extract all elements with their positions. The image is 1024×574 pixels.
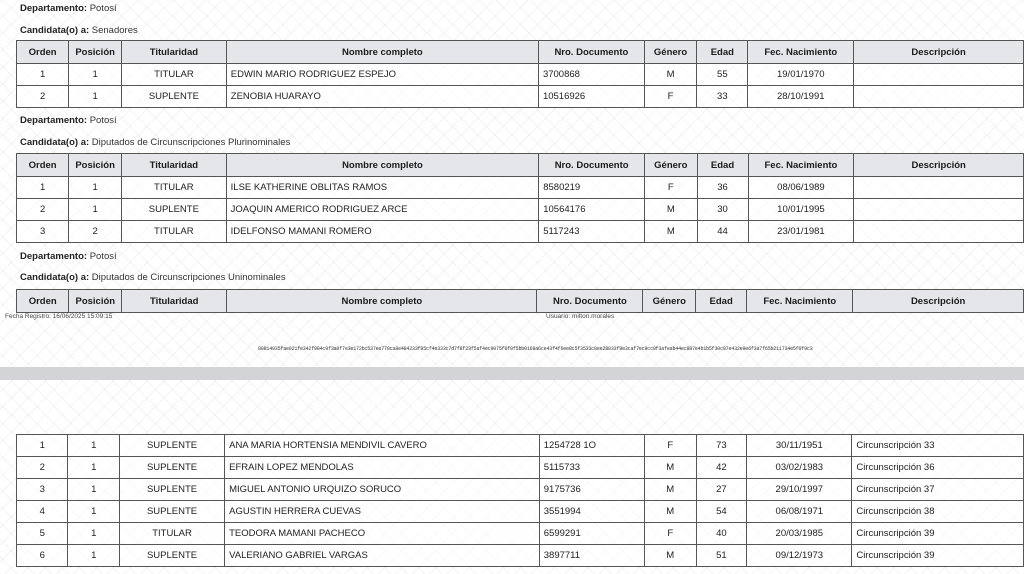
cell-nombre: EDWIN MARIO RODRIGUEZ ESPEJO <box>226 64 538 86</box>
cell-genero: F <box>644 435 696 457</box>
cell-nacimiento: 03/02/1983 <box>747 457 852 479</box>
departamento-line <box>20 115 117 126</box>
col-documento: Nro. Documento <box>539 154 645 177</box>
cell-documento: 10516926 <box>538 86 644 108</box>
cell-titularidad: SUPLENTE <box>119 479 224 501</box>
cell-posicion: 1 <box>68 545 119 567</box>
col-genero: Género <box>644 41 696 64</box>
cell-descripcion: Circunscripción 37 <box>852 479 1024 501</box>
col-orden: Orden <box>17 41 69 64</box>
col-documento: Nro. Documento <box>537 290 643 313</box>
cell-documento: 10564176 <box>539 199 645 221</box>
col-titularidad: Titularidad <box>122 290 227 313</box>
cell-genero: M <box>644 501 696 523</box>
cell-orden: 1 <box>17 177 69 199</box>
col-genero: Género <box>645 154 697 177</box>
cell-titularidad: TITULAR <box>119 523 224 545</box>
cell-nacimiento: 10/01/1995 <box>748 199 854 221</box>
candidato-value: Diputados de Circunscripciones Plurinominales <box>91 137 291 148</box>
cell-edad: 44 <box>697 221 748 243</box>
cell-edad: 36 <box>697 177 748 199</box>
cell-documento: 5115733 <box>539 457 644 479</box>
col-documento: Nro. Documento <box>538 41 644 64</box>
cell-nacimiento: 30/11/1951 <box>747 435 852 457</box>
document-page-bottom <box>0 382 1024 574</box>
cell-nacimiento: 29/10/1997 <box>747 479 852 501</box>
cell-edad: 40 <box>696 523 747 545</box>
candidates-table-plurinominales <box>16 153 1024 243</box>
departamento-line <box>20 3 117 14</box>
cell-descripcion: Circunscripción 33 <box>852 435 1024 457</box>
table-header-row <box>17 41 1024 64</box>
cell-titularidad: SUPLENTE <box>119 435 224 457</box>
table-row <box>17 86 1024 108</box>
cell-descripcion: Circunscripción 38 <box>852 501 1024 523</box>
cell-nombre: IDELFONSO MAMANI ROMERO <box>226 221 539 243</box>
table-row <box>17 523 1024 545</box>
verification-hash: 80814935fae021fe342f904c9f3a0f7e3e172bc537ee770ca8e484233f95cf4e333c7d7f8f23f5af4ec9075f0f0f5bb0169a6ce43f4f6ee8c5f3533c8ee28033f9e3caf7ec9cc0f3afeab44ec887e4b1b5f30c97e432e9e6f3a7f65b211734e5f0f9c3 <box>258 346 813 352</box>
cell-titularidad: TITULAR <box>122 221 227 243</box>
cell-edad: 51 <box>696 545 747 567</box>
table-row <box>17 501 1024 523</box>
cell-descripcion: Circunscripción 39 <box>852 545 1024 567</box>
cell-edad: 54 <box>696 501 747 523</box>
col-nacimiento: Fec. Nacimiento <box>748 41 854 64</box>
cell-orden: 2 <box>17 86 69 108</box>
cell-genero: F <box>645 177 697 199</box>
cell-nacimiento: 19/01/1970 <box>748 64 854 86</box>
table-row <box>17 221 1024 243</box>
candidato-label: Candidata(o) a: <box>20 137 90 148</box>
cell-titularidad: TITULAR <box>122 177 227 199</box>
cell-titularidad: SUPLENTE <box>119 501 224 523</box>
cell-orden: 3 <box>17 221 69 243</box>
cell-nombre: MIGUEL ANTONIO URQUIZO SORUCO <box>225 479 540 501</box>
cell-posicion: 1 <box>68 523 119 545</box>
table-header-row <box>17 290 1024 313</box>
cell-orden: 4 <box>17 501 68 523</box>
cell-nacimiento: 06/08/1971 <box>747 501 852 523</box>
col-edad: Edad <box>697 41 748 64</box>
candidato-line <box>20 137 290 148</box>
cell-genero: M <box>645 199 697 221</box>
cell-nacimiento: 23/01/1981 <box>748 221 854 243</box>
candidates-table-uninominales <box>16 289 1024 313</box>
candidato-label: Candidata(o) a: <box>20 272 90 283</box>
cell-orden: 2 <box>17 457 68 479</box>
cell-edad: 55 <box>697 64 748 86</box>
cell-edad: 73 <box>696 435 747 457</box>
cell-edad: 33 <box>697 86 748 108</box>
col-nacimiento: Fec. Nacimiento <box>747 290 853 313</box>
table-row <box>17 479 1024 501</box>
cell-nacimiento: 08/06/1989 <box>748 177 854 199</box>
col-descripcion: Descripción <box>854 154 1024 177</box>
table-row <box>17 64 1024 86</box>
cell-documento: 9175736 <box>539 479 644 501</box>
col-descripcion: Descripción <box>854 41 1024 64</box>
cell-nombre: EFRAIN LOPEZ MENDOLAS <box>225 457 540 479</box>
departamento-label: Departamento: <box>20 3 88 14</box>
cell-edad: 42 <box>696 457 747 479</box>
candidato-label: Candidata(o) a: <box>20 25 90 36</box>
cell-nacimiento: 28/10/1991 <box>748 86 854 108</box>
candidato-line <box>20 272 286 283</box>
cell-orden: 6 <box>17 545 68 567</box>
cell-posicion: 2 <box>69 221 122 243</box>
col-edad: Edad <box>696 290 747 313</box>
cell-genero: M <box>644 457 696 479</box>
cell-genero: M <box>644 545 696 567</box>
page-separator <box>0 367 1024 380</box>
cell-documento: 3551994 <box>539 501 644 523</box>
cell-orden: 3 <box>17 479 68 501</box>
candidates-table-senadores <box>16 40 1024 108</box>
cell-documento: 1254728 1O <box>539 435 644 457</box>
cell-orden: 2 <box>17 199 69 221</box>
cell-nombre: AGUSTIN HERRERA CUEVAS <box>225 501 540 523</box>
cell-descripcion <box>854 199 1024 221</box>
cell-nombre: ANA MARIA HORTENSIA MENDIVIL CAVERO <box>225 435 540 457</box>
col-nombre: Nombre completo <box>226 154 539 177</box>
cell-nombre: ILSE KATHERINE OBLITAS RAMOS <box>226 177 539 199</box>
col-edad: Edad <box>697 154 748 177</box>
col-posicion: Posición <box>69 154 122 177</box>
cell-nacimiento: 09/12/1973 <box>747 545 852 567</box>
cell-genero: F <box>644 86 696 108</box>
cell-orden: 1 <box>17 64 69 86</box>
cell-nombre: ZENOBIA HUARAYO <box>226 86 538 108</box>
candidates-table-uninominales-continued <box>16 434 1024 567</box>
cell-orden: 5 <box>17 523 68 545</box>
col-nacimiento: Fec. Nacimiento <box>748 154 854 177</box>
cell-descripcion: Circunscripción 36 <box>852 457 1024 479</box>
cell-posicion: 1 <box>68 435 119 457</box>
cell-posicion: 1 <box>68 479 119 501</box>
col-posicion: Posición <box>69 290 122 313</box>
candidato-value: Senadores <box>91 25 138 36</box>
candidato-line <box>20 25 138 36</box>
cell-genero: M <box>644 479 696 501</box>
cell-genero: F <box>644 523 696 545</box>
cell-nombre: VALERIANO GABRIEL VARGAS <box>225 545 540 567</box>
cell-posicion: 1 <box>69 64 122 86</box>
departamento-label: Departamento: <box>20 115 88 126</box>
table-header-row <box>17 154 1024 177</box>
cell-edad: 30 <box>697 199 748 221</box>
cell-descripcion <box>854 177 1024 199</box>
col-descripcion: Descripción <box>853 290 1024 313</box>
table-row <box>17 545 1024 567</box>
col-titularidad: Titularidad <box>122 41 227 64</box>
cell-descripcion <box>854 64 1024 86</box>
col-titularidad: Titularidad <box>122 154 227 177</box>
cell-orden: 1 <box>17 435 68 457</box>
cell-genero: M <box>645 221 697 243</box>
cell-posicion: 1 <box>68 501 119 523</box>
cell-documento: 5117243 <box>539 221 645 243</box>
cell-posicion: 1 <box>69 199 122 221</box>
cell-nombre: TEODORA MAMANI PACHECO <box>225 523 540 545</box>
cell-documento: 3700868 <box>538 64 644 86</box>
cell-titularidad: TITULAR <box>122 64 227 86</box>
cell-documento: 8580219 <box>539 177 645 199</box>
table-row <box>17 177 1024 199</box>
table-row <box>17 435 1024 457</box>
departamento-label: Departamento: <box>20 251 88 262</box>
cell-titularidad: SUPLENTE <box>122 199 227 221</box>
cell-posicion: 1 <box>69 177 122 199</box>
table-row <box>17 457 1024 479</box>
table-row <box>17 199 1024 221</box>
candidato-value: Diputados de Circunscripciones Uninominales <box>91 272 286 283</box>
usuario: Usuario: milton.morales <box>546 313 615 320</box>
cell-titularidad: SUPLENTE <box>119 545 224 567</box>
cell-posicion: 1 <box>69 86 122 108</box>
col-nombre: Nombre completo <box>226 41 538 64</box>
cell-descripcion: Circunscripción 39 <box>852 523 1024 545</box>
cell-edad: 27 <box>696 479 747 501</box>
cell-posicion: 1 <box>68 457 119 479</box>
cell-genero: M <box>644 64 696 86</box>
departamento-line <box>20 251 117 262</box>
cell-descripcion <box>854 221 1024 243</box>
departamento-value: Potosí <box>89 115 117 126</box>
departamento-value: Potosí <box>89 251 117 262</box>
cell-documento: 3897711 <box>539 545 644 567</box>
col-orden: Orden <box>17 290 69 313</box>
cell-titularidad: SUPLENTE <box>119 457 224 479</box>
cell-nacimiento: 20/03/1985 <box>747 523 852 545</box>
cell-titularidad: SUPLENTE <box>122 86 227 108</box>
col-genero: Género <box>643 290 696 313</box>
cell-nombre: JOAQUIN AMERICO RODRIGUEZ ARCE <box>226 199 539 221</box>
col-nombre: Nombre completo <box>227 290 537 313</box>
fecha-registro: Fecha Registro: 16/06/2025 15:09:15 <box>5 313 113 320</box>
departamento-value: Potosí <box>89 3 117 14</box>
cell-documento: 6599291 <box>539 523 644 545</box>
col-orden: Orden <box>17 154 69 177</box>
col-posicion: Posición <box>69 41 122 64</box>
cell-descripcion <box>854 86 1024 108</box>
